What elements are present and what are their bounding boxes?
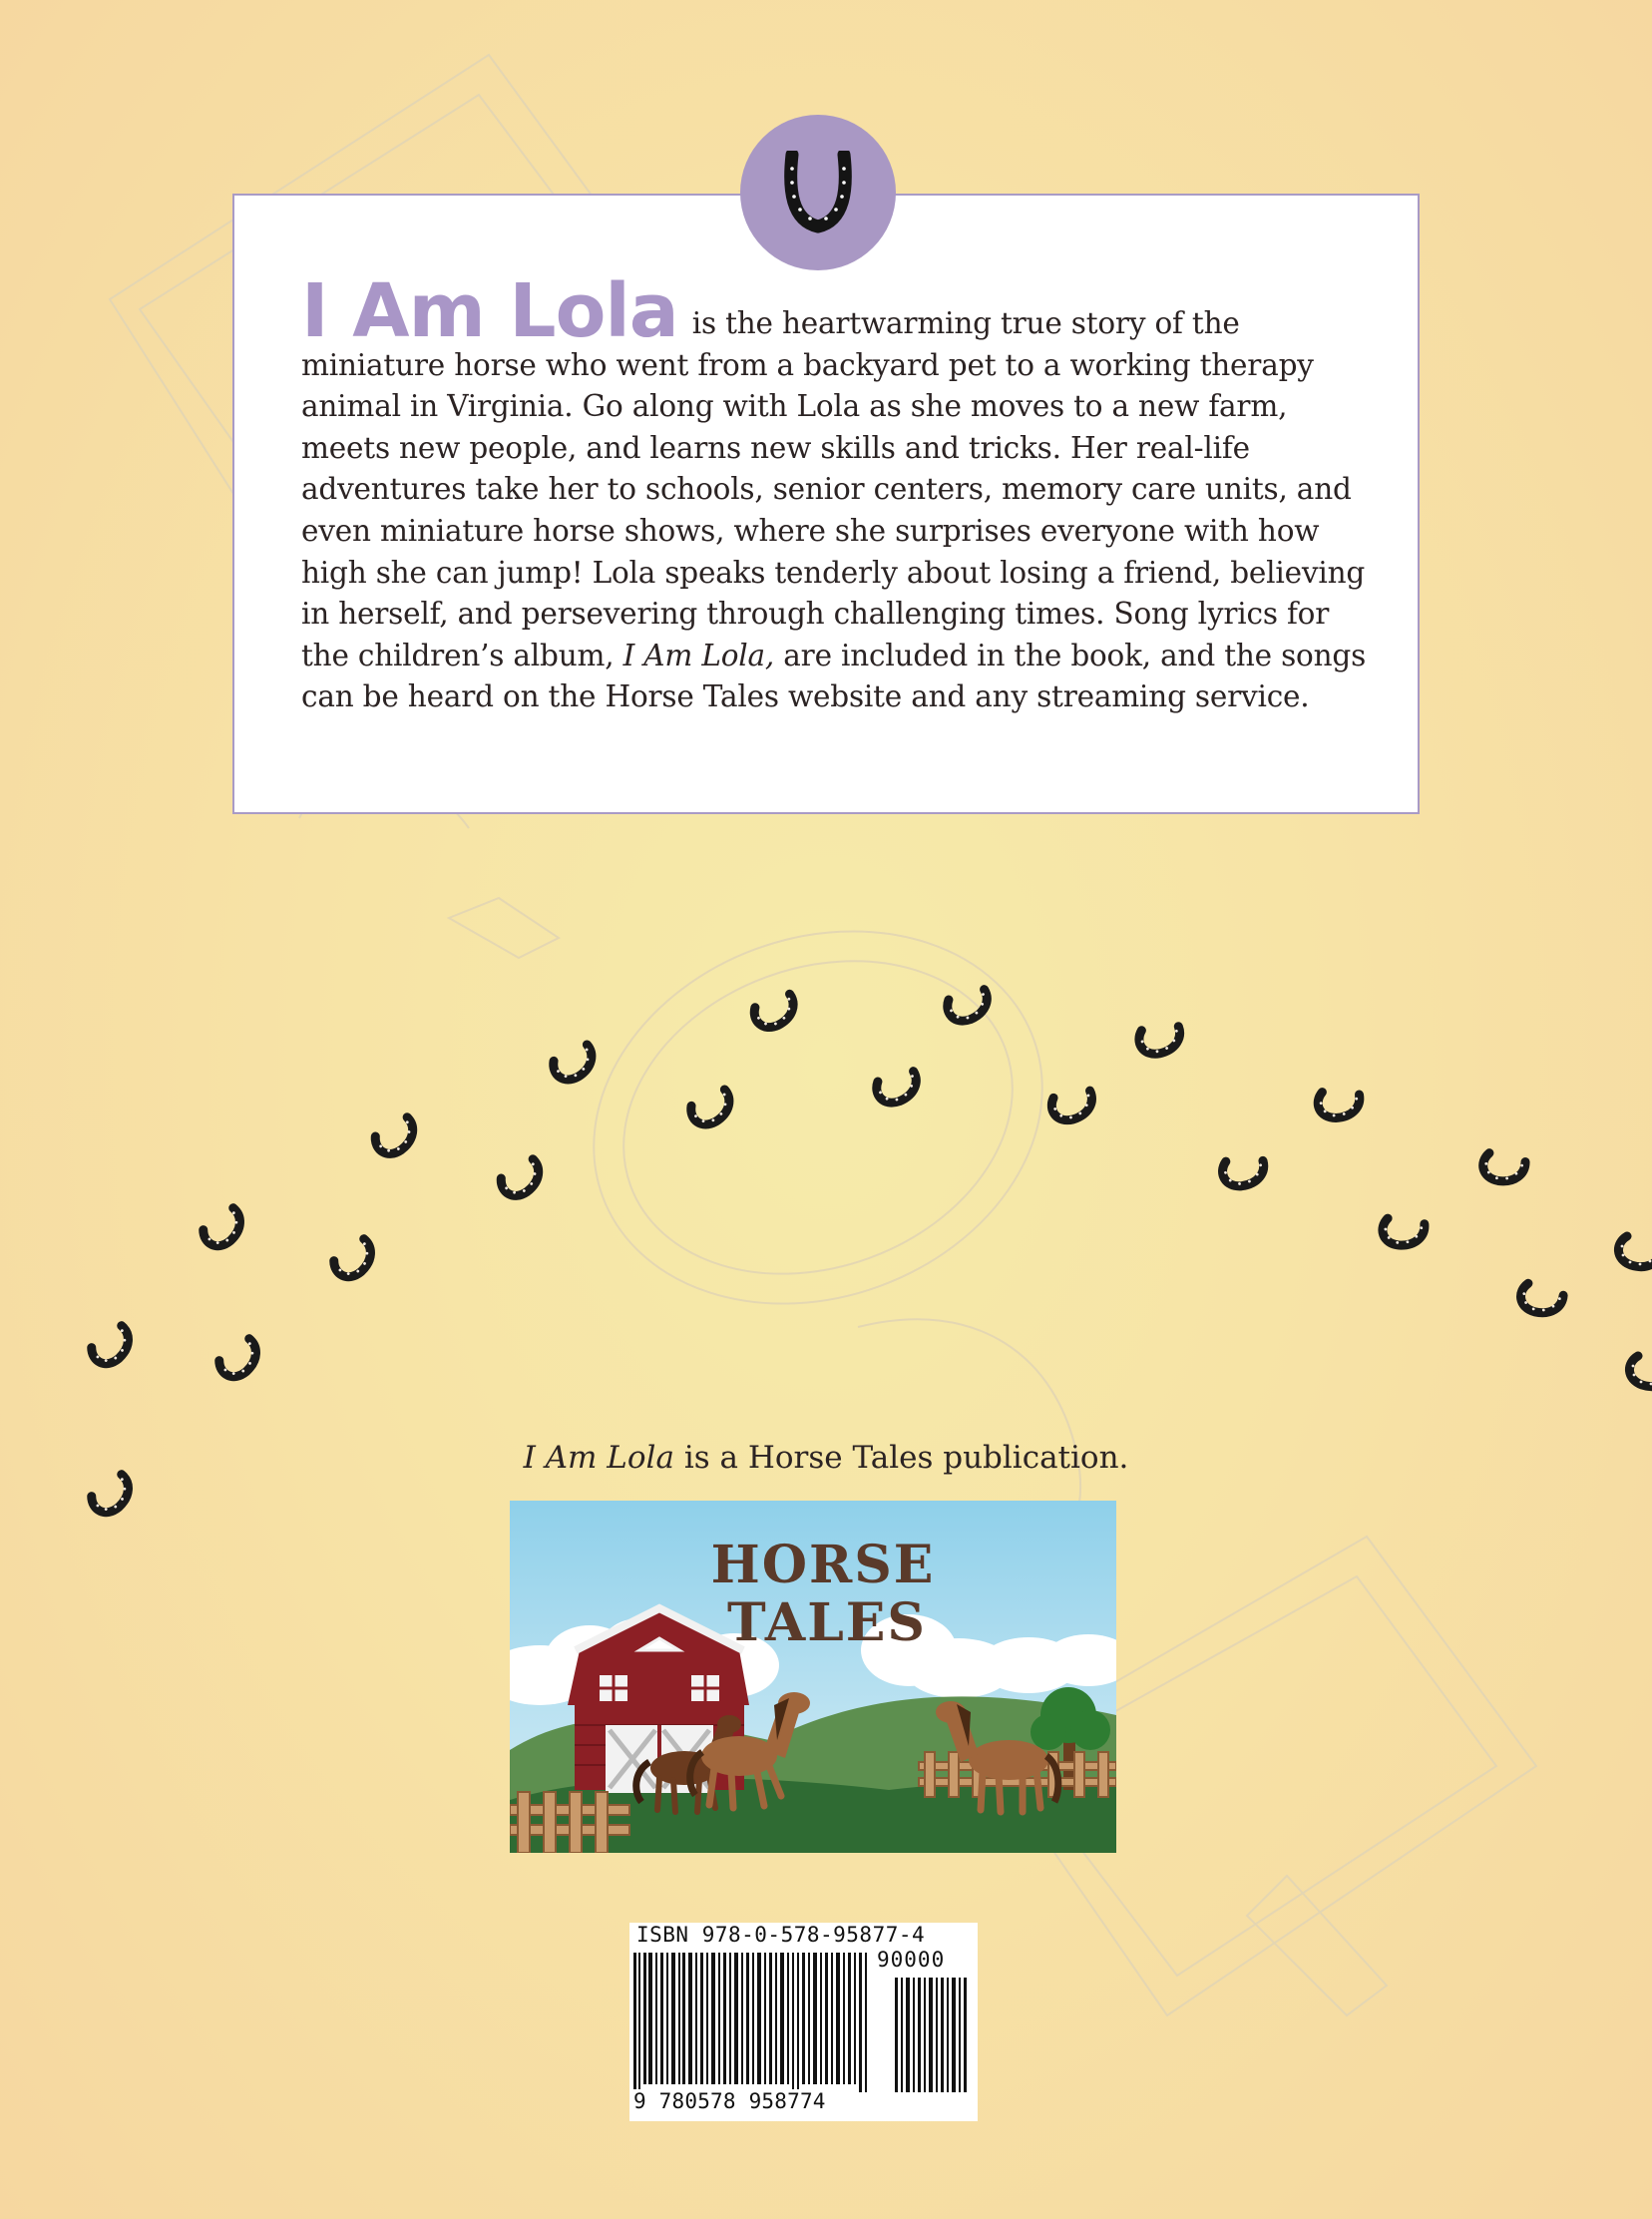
publication-line: [0, 1440, 1652, 1476]
description-text: is the heartwarming true story of the miniature horse who went from a backyard pet to a working therapy animal in Virginia. Go along with Lola as she moves to a new farm, meets new people, and learns new skills and tricks. Her real-life adventures take her to schools, senior centers, memory care units, and even miniature horse shows, where she surprises everyone with how high she can jump! Lola speaks tenderly about losing a friend, believing in herself, and persevering through challenging times. Song lyrics for the children’s album,: [301, 306, 1366, 672]
isbn-barcode: [629, 1923, 978, 2121]
album-title: I Am Lola,: [622, 638, 775, 672]
isbn-text: ISBN 978-0-578-95877-4: [636, 1923, 926, 1947]
publication-text: is a Horse Tales publication.: [683, 1440, 1129, 1476]
publication-book-title: I Am Lola: [523, 1440, 674, 1476]
horse-tales-logo: [510, 1501, 1116, 1853]
logo-line-1: HORSE: [710, 1535, 936, 1595]
logo-line-2: TALES: [727, 1592, 927, 1653]
price-code: 90000: [877, 1948, 946, 1972]
description-text-end: are included in the book, and the songs can be heard on the Horse Tales website and any streaming service.: [301, 638, 1367, 714]
barcode-number: 9 780578 958774: [633, 2089, 826, 2113]
book-title: I Am Lola: [301, 268, 678, 354]
